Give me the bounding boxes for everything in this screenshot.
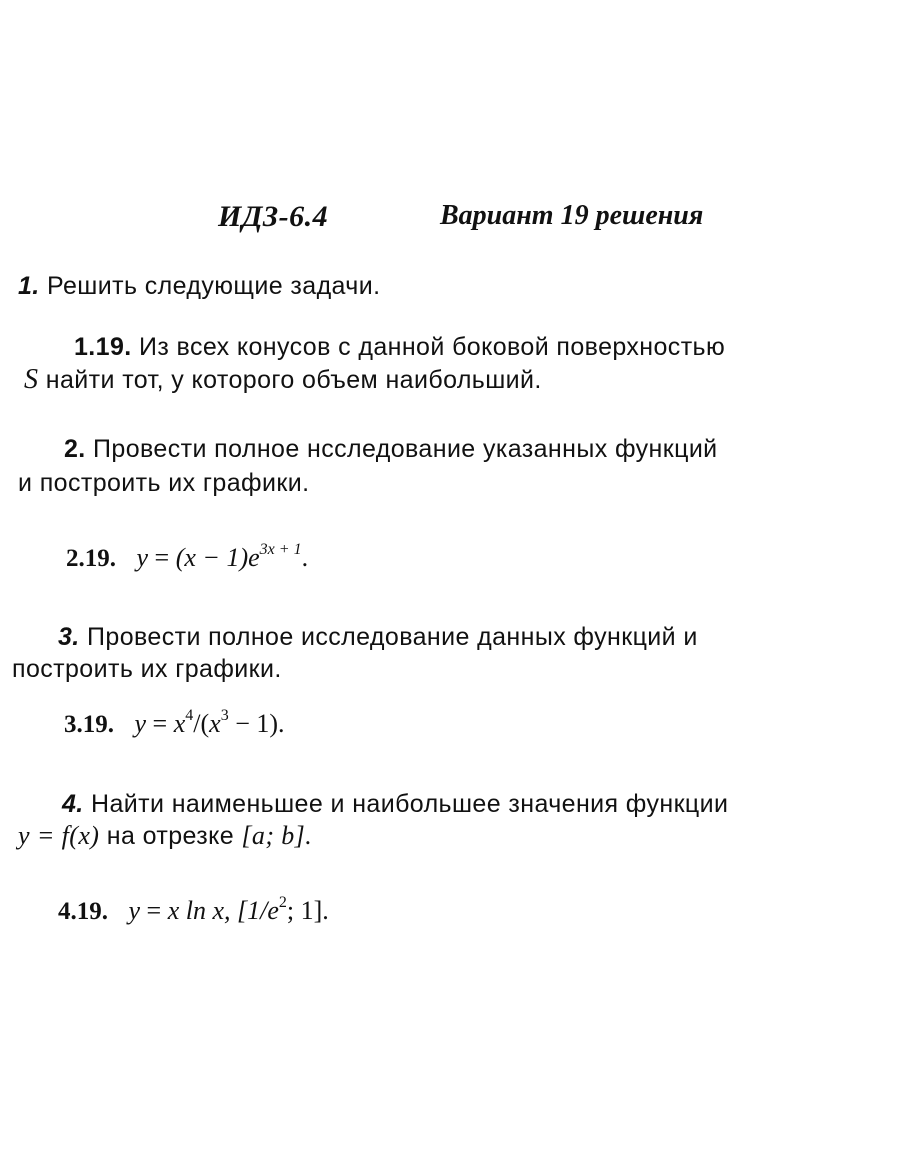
formula-x4-exp: 4: [185, 707, 194, 724]
task-3-text-1: Провести полное исследование данных функций и: [87, 623, 698, 651]
formula-y: y: [128, 896, 141, 925]
task-4-interval: [a; b].: [241, 821, 313, 850]
task-1-19-line1: [74, 333, 725, 362]
task-3-number: 3.: [58, 623, 80, 651]
formula-x3: x: [209, 709, 221, 738]
formula-x4: x: [173, 709, 186, 738]
task-4-number: 4.: [62, 790, 84, 818]
task-2-19-formula: [66, 543, 308, 573]
formula-mid: /(: [193, 709, 210, 738]
formula-y: y: [134, 709, 147, 738]
task-2-text-1: Провести полное нсследование указанных функций: [93, 435, 718, 463]
task-4-text-1: Найти наименьшее и наибольшее значения функции: [91, 790, 729, 818]
task-1-19-line2: [24, 364, 542, 396]
formula-tail: ; 1].: [286, 896, 329, 925]
task-4-line1: [62, 790, 728, 819]
task-2-number: 2.: [64, 435, 86, 463]
formula-tail: − 1).: [228, 709, 285, 738]
task-1-19-text-1: Из всех конусов с данной боковой поверхностью: [138, 333, 726, 361]
task-4-19-number: 4.19.: [58, 898, 108, 925]
formula-y: y: [136, 543, 149, 572]
formula-body: (x − 1)e: [175, 543, 260, 572]
task-1-title: Решить следующие задачи.: [47, 272, 381, 300]
task-1-19-text-2: найти тот, у которого объем наибольший.: [45, 366, 542, 394]
formula-end: .: [301, 543, 309, 572]
task-3-line1: [58, 623, 698, 652]
variant-title: Вариант 19 решения: [440, 200, 704, 231]
task-2-line1: [64, 435, 718, 464]
task-1-number: 1.: [18, 272, 40, 300]
formula-x3-exp: 3: [220, 707, 229, 724]
assignment-code: ИДЗ-6.4: [218, 200, 329, 233]
task-1-19-variable: S: [24, 364, 39, 395]
task-4-line2: [18, 821, 312, 851]
formula-exponent: 3x + 1: [259, 541, 302, 558]
task-2-19-number: 2.19.: [66, 545, 116, 572]
formula-equals: =: [154, 543, 170, 572]
formula-exp: 2: [278, 894, 287, 911]
task-4-function: y = f(x): [18, 821, 100, 850]
task-4-19-formula: [58, 896, 329, 926]
formula-equals: =: [152, 709, 168, 738]
task-1-19-number: 1.19.: [74, 333, 132, 361]
task-3-line2: построить их графики.: [12, 655, 282, 683]
task-1-heading: [18, 272, 380, 301]
formula-equals: =: [146, 896, 162, 925]
task-3-19-number: 3.19.: [64, 711, 114, 738]
task-3-19-formula: [64, 709, 285, 739]
formula-body: x ln x, [1/e: [167, 896, 279, 925]
task-4-text-2: на отрезке: [106, 822, 235, 850]
task-2-line2: и построить их графики.: [18, 469, 310, 497]
